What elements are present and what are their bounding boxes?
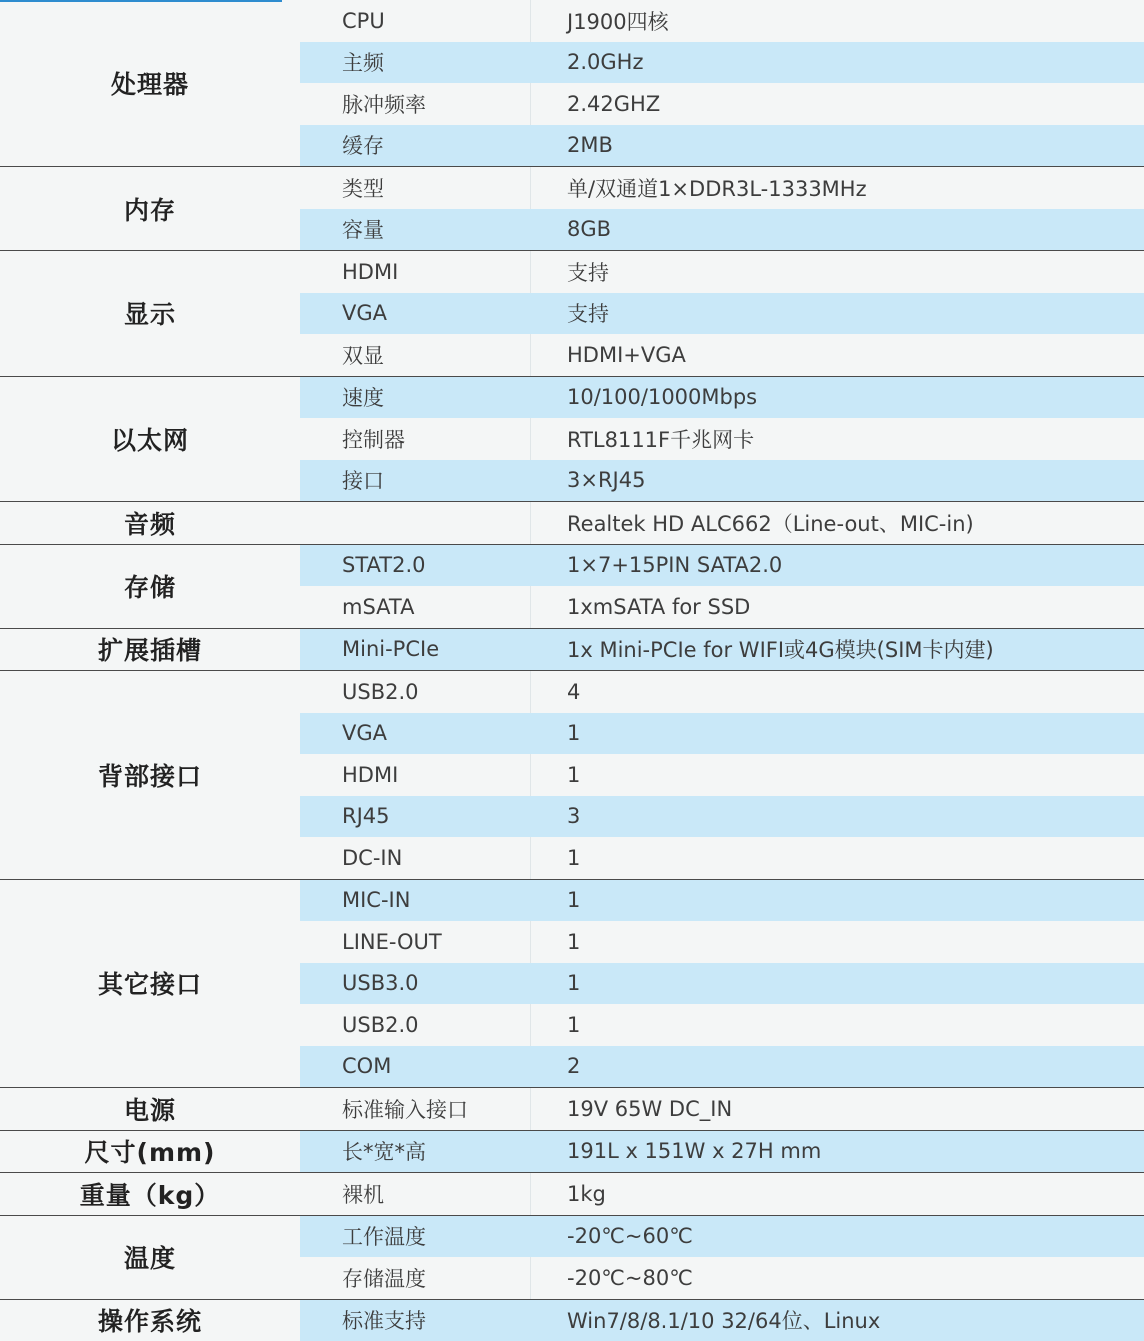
spec-value: 1 bbox=[530, 754, 1144, 796]
spec-group bbox=[0, 1216, 1144, 1300]
spec-key: LINE-OUT bbox=[300, 921, 530, 963]
spec-row bbox=[300, 167, 1144, 209]
spec-group bbox=[0, 0, 1144, 167]
spec-value: 10/100/1000Mbps bbox=[530, 377, 1144, 419]
spec-value: -20℃~80℃ bbox=[530, 1257, 1144, 1299]
spec-value: 1 bbox=[530, 713, 1144, 755]
spec-row bbox=[300, 1257, 1144, 1299]
spec-row bbox=[300, 754, 1144, 796]
spec-key: 标准支持 bbox=[300, 1300, 530, 1341]
group-title: 处理器 bbox=[0, 0, 300, 166]
group-title: 内存 bbox=[0, 167, 300, 250]
spec-value: Realtek HD ALC662（Line-out、MIC-in) bbox=[530, 502, 1144, 544]
spec-value: 1 bbox=[530, 837, 1144, 879]
group-rows bbox=[300, 880, 1144, 1088]
spec-value: 1 bbox=[530, 1004, 1144, 1046]
spec-key: 工作温度 bbox=[300, 1216, 530, 1258]
group-title: 显示 bbox=[0, 251, 300, 376]
group-rows bbox=[300, 167, 1144, 250]
spec-row bbox=[300, 418, 1144, 460]
group-title: 音频 bbox=[0, 502, 300, 544]
spec-row bbox=[300, 629, 1144, 671]
spec-row bbox=[300, 963, 1144, 1005]
spec-group bbox=[0, 545, 1144, 629]
spec-group bbox=[0, 377, 1144, 503]
spec-row bbox=[300, 334, 1144, 376]
group-rows bbox=[300, 1300, 1144, 1341]
spec-row bbox=[300, 83, 1144, 125]
spec-value: 支持 bbox=[530, 293, 1144, 335]
spec-value: J1900四核 bbox=[530, 0, 1144, 42]
spec-row bbox=[300, 1004, 1144, 1046]
spec-group bbox=[0, 167, 1144, 251]
spec-row bbox=[300, 1088, 1144, 1130]
spec-value: 2.42GHZ bbox=[530, 83, 1144, 125]
spec-row bbox=[300, 1216, 1144, 1258]
spec-value: 3 bbox=[530, 796, 1144, 838]
spec-key: HDMI bbox=[300, 754, 530, 796]
group-rows bbox=[300, 1131, 1144, 1173]
spec-group bbox=[0, 251, 1144, 377]
group-rows bbox=[300, 671, 1144, 879]
spec-group bbox=[0, 671, 1144, 880]
spec-row bbox=[300, 293, 1144, 335]
spec-value: 1 bbox=[530, 921, 1144, 963]
spec-key: 容量 bbox=[300, 209, 530, 251]
group-rows bbox=[300, 251, 1144, 376]
spec-row bbox=[300, 545, 1144, 587]
spec-row bbox=[300, 0, 1144, 42]
spec-key: 接口 bbox=[300, 460, 530, 502]
spec-group bbox=[0, 502, 1144, 545]
spec-key: 脉冲频率 bbox=[300, 83, 530, 125]
spec-value: -20℃~60℃ bbox=[530, 1216, 1144, 1258]
spec-key: 长*宽*高 bbox=[300, 1131, 530, 1173]
spec-key: STAT2.0 bbox=[300, 545, 530, 587]
spec-value: 191L x 151W x 27H mm bbox=[530, 1131, 1144, 1173]
spec-value: 3×RJ45 bbox=[530, 460, 1144, 502]
spec-row bbox=[300, 880, 1144, 922]
group-rows bbox=[300, 1173, 1144, 1215]
spec-key: 控制器 bbox=[300, 418, 530, 460]
spec-row bbox=[300, 209, 1144, 251]
spec-key: RJ45 bbox=[300, 796, 530, 838]
spec-key: 裸机 bbox=[300, 1173, 530, 1215]
spec-row bbox=[300, 586, 1144, 628]
spec-row bbox=[300, 796, 1144, 838]
spec-value: Win7/8/8.1/10 32/64位、Linux bbox=[530, 1300, 1144, 1341]
spec-row bbox=[300, 125, 1144, 167]
spec-value: 1x Mini-PCIe for WIFI或4G模块(SIM卡内建) bbox=[530, 629, 1144, 671]
group-rows bbox=[300, 0, 1144, 166]
spec-value: 1xmSATA for SSD bbox=[530, 586, 1144, 628]
spec-value: 支持 bbox=[530, 251, 1144, 293]
spec-value: 单/双通道1×DDR3L-1333MHz bbox=[530, 167, 1144, 209]
spec-key: COM bbox=[300, 1046, 530, 1088]
spec-key: 双显 bbox=[300, 334, 530, 376]
spec-key: 主频 bbox=[300, 42, 530, 84]
spec-row bbox=[300, 671, 1144, 713]
group-title: 其它接口 bbox=[0, 880, 300, 1088]
spec-group bbox=[0, 1088, 1144, 1131]
group-rows bbox=[300, 545, 1144, 628]
spec-row bbox=[300, 1173, 1144, 1215]
spec-row bbox=[300, 377, 1144, 419]
spec-group bbox=[0, 1131, 1144, 1174]
spec-key: USB3.0 bbox=[300, 963, 530, 1005]
spec-key: 缓存 bbox=[300, 125, 530, 167]
spec-value: 19V 65W DC_IN bbox=[530, 1088, 1144, 1130]
spec-value: 1 bbox=[530, 963, 1144, 1005]
spec-key: HDMI bbox=[300, 251, 530, 293]
group-title: 背部接口 bbox=[0, 671, 300, 879]
spec-row bbox=[300, 1131, 1144, 1173]
group-title: 电源 bbox=[0, 1088, 300, 1130]
spec-key: Mini-PCIe bbox=[300, 629, 530, 671]
spec-value: 2.0GHz bbox=[530, 42, 1144, 84]
spec-key: 速度 bbox=[300, 377, 530, 419]
group-rows bbox=[300, 502, 1144, 544]
spec-value: 2MB bbox=[530, 125, 1144, 167]
group-title: 存储 bbox=[0, 545, 300, 628]
spec-value: 1kg bbox=[530, 1173, 1144, 1215]
spec-key: 存储温度 bbox=[300, 1257, 530, 1299]
group-title: 尺寸(mm) bbox=[0, 1131, 300, 1173]
spec-row bbox=[300, 460, 1144, 502]
group-title: 操作系统 bbox=[0, 1300, 300, 1341]
group-rows bbox=[300, 377, 1144, 502]
spec-group bbox=[0, 1173, 1144, 1216]
spec-row bbox=[300, 1300, 1144, 1341]
group-title: 扩展插槽 bbox=[0, 629, 300, 671]
spec-value: 1 bbox=[530, 880, 1144, 922]
spec-key: VGA bbox=[300, 713, 530, 755]
group-rows bbox=[300, 1216, 1144, 1299]
group-title: 以太网 bbox=[0, 377, 300, 502]
spec-value: HDMI+VGA bbox=[530, 334, 1144, 376]
spec-value: 1×7+15PIN SATA2.0 bbox=[530, 545, 1144, 587]
spec-group bbox=[0, 1300, 1144, 1341]
spec-key: MIC-IN bbox=[300, 880, 530, 922]
spec-key: 类型 bbox=[300, 167, 530, 209]
spec-value: 8GB bbox=[530, 209, 1144, 251]
spec-key bbox=[300, 502, 530, 544]
spec-row bbox=[300, 502, 1144, 544]
spec-row bbox=[300, 42, 1144, 84]
spec-key: mSATA bbox=[300, 586, 530, 628]
spec-key: USB2.0 bbox=[300, 671, 530, 713]
group-rows bbox=[300, 629, 1144, 671]
spec-key: USB2.0 bbox=[300, 1004, 530, 1046]
group-title: 温度 bbox=[0, 1216, 300, 1299]
spec-value: RTL8111F千兆网卡 bbox=[530, 418, 1144, 460]
group-title: 重量（kg） bbox=[0, 1173, 300, 1215]
spec-row bbox=[300, 713, 1144, 755]
spec-row bbox=[300, 921, 1144, 963]
spec-row bbox=[300, 251, 1144, 293]
spec-row bbox=[300, 837, 1144, 879]
spec-key: 标准输入接口 bbox=[300, 1088, 530, 1130]
spec-value: 2 bbox=[530, 1046, 1144, 1088]
spec-key: DC-IN bbox=[300, 837, 530, 879]
spec-row bbox=[300, 1046, 1144, 1088]
spec-key: CPU bbox=[300, 0, 530, 42]
spec-group bbox=[0, 629, 1144, 672]
spec-value: 4 bbox=[530, 671, 1144, 713]
group-rows bbox=[300, 1088, 1144, 1130]
spec-group bbox=[0, 880, 1144, 1089]
spec-key: VGA bbox=[300, 293, 530, 335]
